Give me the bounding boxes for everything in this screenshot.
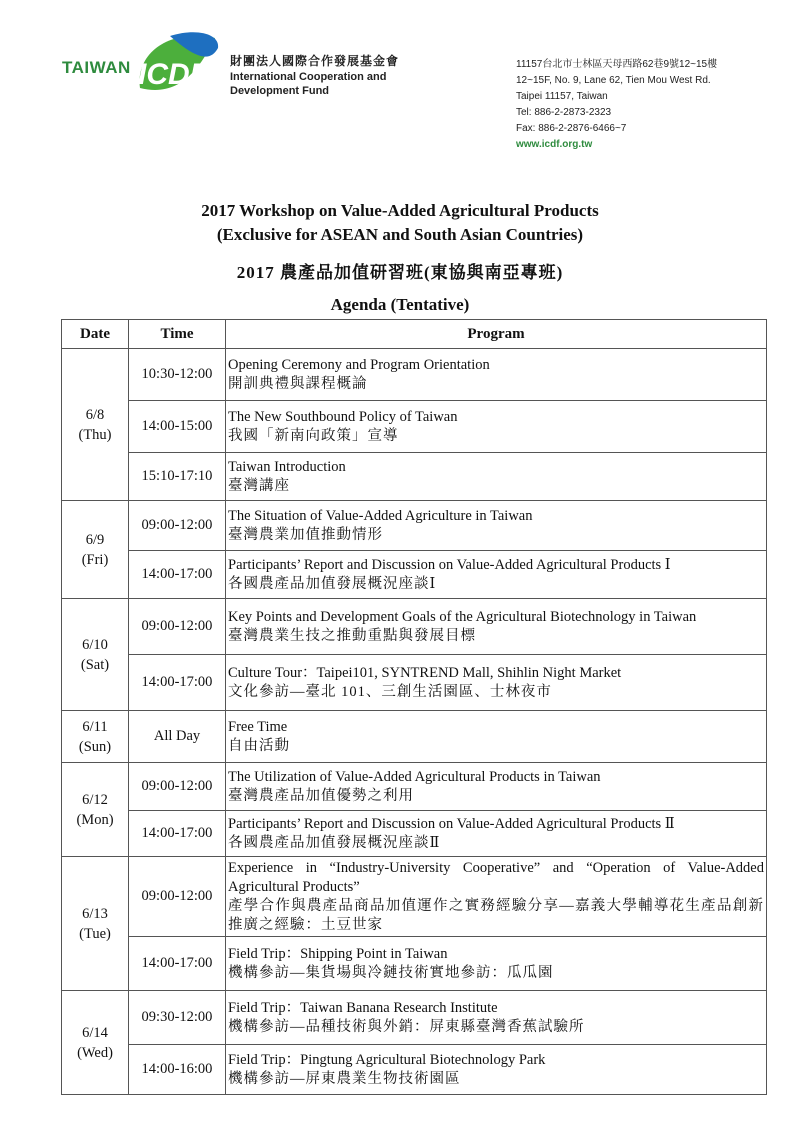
date-cell <box>62 711 129 763</box>
logo-mark-text: ICDF <box>138 58 208 91</box>
program-cell <box>226 551 767 599</box>
table-row <box>62 1045 767 1095</box>
program-en: Opening Ceremony and Program Orientation <box>228 356 490 373</box>
title-en-line-2: (Exclusive for ASEAN and South Asian Countries) <box>216 225 584 244</box>
phone-line: Tel: 886-2-2873-2323 <box>516 107 612 118</box>
date-label: 6/10 <box>82 636 108 653</box>
program-en: Field Trip：Pingtung Agricultural Biotechnology Park <box>228 1051 546 1068</box>
address-line: 11157台北市士林區天母西路62巷9號12~15樓 <box>516 59 718 70</box>
time-cell: 14:00-17:00 <box>129 551 226 599</box>
weekday-label: (Wed) <box>77 1044 113 1061</box>
table-row <box>62 811 767 857</box>
time-cell: 09:00-12:00 <box>129 501 226 551</box>
program-zh: 機構參訪—集貨場與冷鏈技術實地參訪：瓜瓜園 <box>228 964 554 981</box>
program-cell <box>226 763 767 811</box>
program-cell <box>226 1045 767 1095</box>
date-label: 6/13 <box>82 905 108 922</box>
time-cell: 09:00-12:00 <box>129 763 226 811</box>
address-line: Taipei 11157, Taiwan <box>516 91 608 102</box>
date-label: 6/12 <box>82 791 108 808</box>
column-header-program: Program <box>226 320 767 349</box>
weekday-label: (Sun) <box>78 738 112 755</box>
program-zh: 臺灣農業加值推動情形 <box>228 526 383 543</box>
icdf-logo <box>62 28 222 108</box>
address-line: 12~15F, No. 9, Lane 62, Tien Mou West Rd. <box>516 75 711 86</box>
program-zh: 臺灣講座 <box>228 477 290 494</box>
program-cell <box>226 711 767 763</box>
program-en: Taiwan Introduction <box>228 458 346 475</box>
table-row <box>62 349 767 401</box>
time-cell: 14:00-15:00 <box>129 401 226 453</box>
program-en: Free Time <box>228 718 288 735</box>
column-header-date: Date <box>62 320 129 349</box>
table-row <box>62 763 767 811</box>
table-row <box>62 501 767 551</box>
program-zh: 開訓典禮與課程概論 <box>228 375 368 392</box>
program-cell <box>226 857 767 937</box>
program-cell <box>226 501 767 551</box>
weekday-label: (Tue) <box>79 925 111 942</box>
time-cell: All Day <box>129 711 226 763</box>
table-row <box>62 711 767 763</box>
time-cell: 09:00-12:00 <box>129 599 226 655</box>
agenda-title: Agenda (Tentative) <box>330 295 470 314</box>
document-titles <box>0 200 800 315</box>
address-block <box>516 57 717 153</box>
program-cell <box>226 349 767 401</box>
weekday-label: (Fri) <box>81 551 109 568</box>
program-zh: 機構參訪—品種技術與外銷：屏東縣臺灣香蕉試驗所 <box>228 1018 585 1035</box>
date-cell <box>62 763 129 857</box>
table-row <box>62 655 767 711</box>
table-row <box>62 991 767 1045</box>
time-cell: 09:30-12:00 <box>129 991 226 1045</box>
fax-line: Fax: 886-2-2876-6466~7 <box>516 123 627 134</box>
program-zh: 機構參訪—屏東農業生物技術園區 <box>228 1070 461 1087</box>
agenda-table <box>61 319 767 1095</box>
weekday-label: (Sat) <box>80 656 110 673</box>
program-en: The Utilization of Value-Added Agricultural Products in Taiwan <box>228 768 601 785</box>
time-cell: 14:00-17:00 <box>129 937 226 991</box>
program-cell <box>226 599 767 655</box>
table-row <box>62 857 767 937</box>
weekday-label: (Thu) <box>78 426 112 443</box>
table-header-row <box>62 320 767 349</box>
program-en: The Situation of Value-Added Agriculture in Taiwan <box>228 507 533 524</box>
title-zh: 2017 農產品加值研習班(東協與南亞專班) <box>236 263 564 282</box>
website-link[interactable]: www.icdf.org.tw <box>516 139 593 150</box>
date-cell <box>62 991 129 1095</box>
program-zh: 各國農產品加值發展概況座談Ⅱ <box>228 834 441 851</box>
program-en: Participants’ Report and Discussion on Value-Added Agricultural Products Ⅱ <box>228 815 675 832</box>
program-zh: 文化參訪—臺北 101、三創生活園區、士林夜市 <box>228 683 552 700</box>
program-zh: 臺灣農產品加值優勢之利用 <box>228 787 414 804</box>
program-cell <box>226 453 767 501</box>
program-cell <box>226 401 767 453</box>
date-label: 6/9 <box>85 531 105 548</box>
program-cell <box>226 811 767 857</box>
program-zh: 自由活動 <box>228 737 290 754</box>
table-row <box>62 551 767 599</box>
program-cell <box>226 655 767 711</box>
program-en: Field Trip：Shipping Point in Taiwan <box>228 945 448 962</box>
time-cell: 14:00-16:00 <box>129 1045 226 1095</box>
program-en: Culture Tour：Taipei101, SYNTREND Mall, Shihlin Night Market <box>228 664 622 681</box>
program-zh: 產學合作與農產品商品加值運作之實務經驗分享—嘉義大學輔導花生產品創新推廣之經驗：土豆世家 <box>228 897 764 933</box>
program-cell <box>226 991 767 1045</box>
date-label: 6/8 <box>85 406 105 423</box>
letterhead <box>0 0 800 160</box>
date-cell <box>62 857 129 991</box>
logo-word: TAIWAN <box>62 58 131 77</box>
table-row <box>62 453 767 501</box>
program-en: The New Southbound Policy of Taiwan <box>228 408 458 425</box>
program-en: Field Trip：Taiwan Banana Research Institute <box>228 999 498 1016</box>
column-header-time: Time <box>129 320 226 349</box>
program-zh: 我國「新南向政策」宣導 <box>228 427 399 444</box>
time-cell: 14:00-17:00 <box>129 811 226 857</box>
date-label: 6/14 <box>82 1024 108 1041</box>
program-en: Experience in “Industry-University Cooperative” and “Operation of Value-Added Agricultural Products” <box>228 859 764 895</box>
table-row <box>62 401 767 453</box>
time-cell: 15:10-17:10 <box>129 453 226 501</box>
org-name-block <box>230 54 399 98</box>
table-row <box>62 937 767 991</box>
program-zh: 臺灣農業生技之推動重點與發展目標 <box>228 627 476 644</box>
date-cell <box>62 501 129 599</box>
program-zh: 各國農產品加值發展概況座談Ⅰ <box>228 575 437 592</box>
org-name-en-2: Development Fund <box>230 85 330 97</box>
org-name-zh: 財團法人國際合作發展基金會 <box>230 54 400 68</box>
date-cell <box>62 349 129 501</box>
org-name-en-1: International Cooperation and <box>230 71 387 83</box>
program-en: Key Points and Development Goals of the Agricultural Biotechnology in Taiwan <box>228 608 697 625</box>
program-en: Participants’ Report and Discussion on Value-Added Agricultural Products Ⅰ <box>228 556 671 573</box>
program-cell <box>226 937 767 991</box>
title-en-line-1: 2017 Workshop on Value-Added Agricultural Products <box>201 201 599 220</box>
table-row <box>62 599 767 655</box>
icdf-logo-mark <box>130 28 222 108</box>
time-cell: 10:30-12:00 <box>129 349 226 401</box>
time-cell: 09:00-12:00 <box>129 857 226 937</box>
time-cell: 14:00-17:00 <box>129 655 226 711</box>
weekday-label: (Mon) <box>76 811 114 828</box>
date-label: 6/11 <box>82 718 108 735</box>
date-cell <box>62 599 129 711</box>
